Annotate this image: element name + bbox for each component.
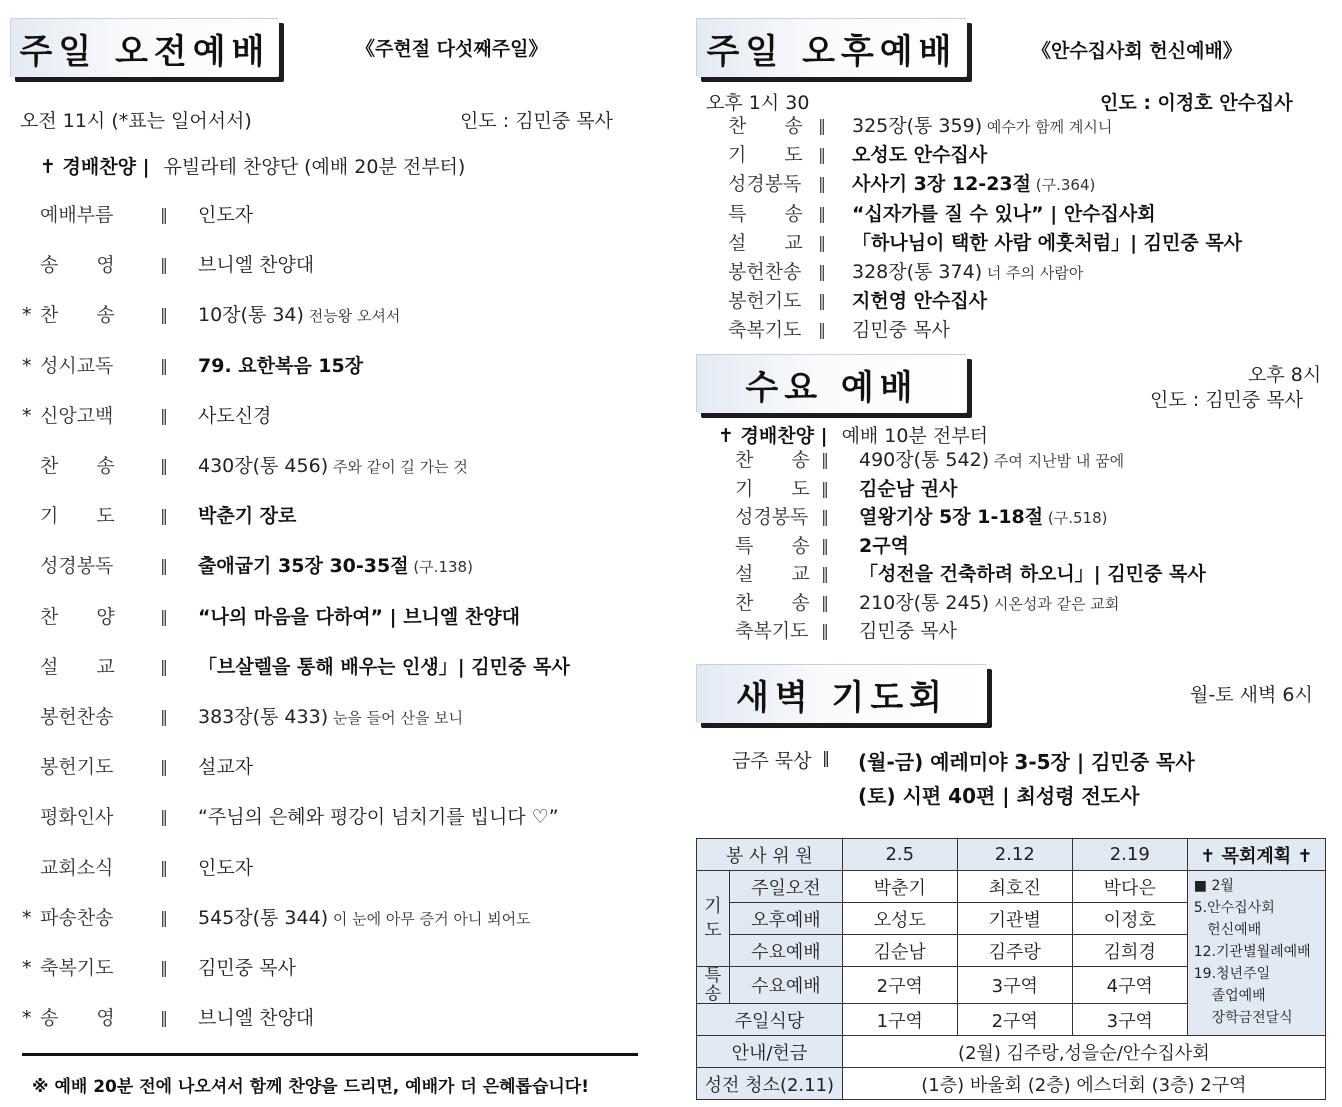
value-text: 브니엘 찬양대 bbox=[198, 1007, 315, 1030]
row-cell: 최호진 bbox=[957, 871, 1072, 903]
order-item-value bbox=[859, 531, 909, 561]
row-cell: 김희경 bbox=[1072, 935, 1187, 967]
order-item-label: 찬 송 bbox=[728, 115, 803, 137]
separator: ‖ bbox=[160, 1008, 168, 1028]
row-cell: 1구역 bbox=[842, 1004, 957, 1036]
dawn-line-2: (토) 시편 40편 | 최성령 전도사 bbox=[858, 784, 1140, 808]
row-cell: 4구역 bbox=[1072, 967, 1187, 1004]
order-item-value bbox=[198, 250, 314, 280]
order-item-label: 기 도 bbox=[735, 477, 810, 500]
separator: ‖ bbox=[160, 606, 168, 626]
value-bold-text: 지헌영 안수집사 bbox=[852, 290, 988, 313]
value-text: 545장(통 344) bbox=[198, 906, 329, 929]
wednesday-title: 수요 예배 bbox=[745, 367, 919, 408]
order-item-value bbox=[859, 502, 1108, 533]
separator: ‖ bbox=[821, 621, 829, 640]
value-bold-text: “나의 마음을 다하여” | 브니엘 찬양대 bbox=[198, 605, 520, 628]
dawn-title: 새벽 기도회 bbox=[735, 677, 949, 718]
separator: ‖ bbox=[818, 116, 826, 135]
order-item-label: 봉헌기도 bbox=[40, 756, 114, 779]
value-bold-text: “십자가를 질 수 있나” | 안수집사회 bbox=[852, 202, 1156, 225]
value-bold-text: 사사기 3장 12-23절 bbox=[852, 173, 1031, 196]
value-note: 이 눈에 아무 증거 아니 뵈어도 bbox=[328, 909, 531, 928]
order-item-label: 봉헌기도 bbox=[728, 290, 802, 313]
value-bold-text: 출애굽기 35장 30-35절 bbox=[198, 555, 409, 578]
clean-value: (1층) 바울회 (2층) 에스더회 (3층) 2구역 bbox=[842, 1068, 1325, 1100]
value-note: (구.138) bbox=[408, 558, 473, 577]
row-label: 오후예배 bbox=[730, 903, 843, 935]
order-item-label: 설 교 bbox=[728, 231, 803, 254]
order-item-label: 교회소식 bbox=[40, 856, 114, 879]
order-item-value bbox=[852, 228, 1242, 258]
morning-prelude-value: 유빌라테 찬양단 (예배 20분 전부터) bbox=[163, 156, 466, 178]
separator: ‖ bbox=[821, 592, 829, 612]
order-item-value bbox=[859, 559, 1206, 589]
wednesday-title-box bbox=[696, 354, 967, 413]
order-item-value bbox=[198, 551, 473, 582]
value-note: 시온성과 같은 교회 bbox=[989, 594, 1120, 613]
separator: ‖ bbox=[821, 450, 829, 469]
value-note: 주와 같이 길 가는 것 bbox=[328, 458, 468, 476]
order-item-value bbox=[859, 474, 957, 504]
value-note: (구.518) bbox=[1043, 509, 1108, 527]
guide-value: (2월) 김주랑,성을순/안수집사회 bbox=[842, 1036, 1325, 1068]
afternoon-title: 주일 오후예배 bbox=[706, 31, 958, 72]
row-label: 수요예배 bbox=[730, 935, 843, 967]
order-item-value bbox=[198, 652, 570, 682]
order-item-label: 찬 송 bbox=[735, 449, 810, 471]
order-item-label: 예배부름 bbox=[40, 204, 114, 226]
plan-line: 장학금전달식 bbox=[1193, 1010, 1293, 1026]
value-text: 인도자 bbox=[198, 856, 254, 879]
wednesday-prelude bbox=[718, 421, 988, 448]
morning-title: 주일 오전예배 bbox=[19, 31, 271, 72]
separator: ‖ bbox=[160, 556, 168, 576]
pastoral-plan bbox=[1187, 871, 1325, 1036]
dawn-meditation-label: 금주 묵상 bbox=[732, 750, 812, 772]
order-item-value bbox=[859, 445, 1124, 476]
dawn-sep: ‖ bbox=[822, 748, 830, 767]
order-item-value bbox=[852, 111, 1112, 142]
row-cell: 이정호 bbox=[1072, 903, 1187, 935]
stand-marker: * bbox=[22, 354, 32, 377]
separator: ‖ bbox=[821, 478, 829, 498]
morning-footer-note: ※ 예배 20분 전에 나오셔서 함께 찬양을 드리면, 예배가 더 은혜롭습니다! bbox=[32, 1077, 589, 1097]
row-cell: 2구역 bbox=[842, 967, 957, 1004]
wednesday-time: 오후 8시 bbox=[1248, 364, 1322, 386]
separator: ‖ bbox=[160, 205, 168, 224]
order-item-label: 기 도 bbox=[728, 144, 803, 167]
value-bold-text: 2구역 bbox=[859, 534, 909, 557]
order-item-label: 신앙고백 bbox=[40, 404, 114, 427]
morning-prelude-label: ✝ 경배찬양 | bbox=[40, 156, 150, 178]
order-item-label: 축복기도 bbox=[735, 620, 809, 642]
order-item-value bbox=[198, 451, 468, 482]
plan-header: ✝ 목회계획 ✝ bbox=[1187, 839, 1325, 871]
order-item-value bbox=[198, 903, 531, 934]
value-text: 인도자 bbox=[198, 204, 254, 226]
value-note: (구.364) bbox=[1031, 176, 1096, 195]
stand-marker: * bbox=[22, 404, 32, 427]
order-item-value bbox=[198, 953, 296, 983]
separator: ‖ bbox=[818, 145, 826, 165]
dawn-time: 월-토 새벽 6시 bbox=[1190, 684, 1313, 706]
value-bold-text: 박춘기 장로 bbox=[198, 505, 297, 528]
plan-line: 졸업예배 bbox=[1193, 988, 1266, 1004]
afternoon-leader: 인도 : 이정호 안수집사 bbox=[1100, 92, 1293, 114]
order-item-value bbox=[852, 199, 1156, 229]
separator: ‖ bbox=[821, 507, 829, 526]
order-item-label: 평화인사 bbox=[40, 806, 114, 829]
row-label: 주일오전 bbox=[730, 871, 843, 903]
order-item-value bbox=[198, 200, 253, 230]
order-item-value bbox=[198, 702, 463, 733]
order-item-label: 봉헌찬송 bbox=[40, 706, 114, 728]
order-item-value bbox=[852, 140, 987, 170]
value-text: 430장(통 456) bbox=[198, 455, 329, 477]
plan-line: 12.기관별월례예배 bbox=[1193, 944, 1311, 960]
row-cell: 기관별 bbox=[957, 903, 1072, 935]
separator: ‖ bbox=[160, 405, 168, 425]
order-item-label: 축복기도 bbox=[728, 319, 802, 342]
separator: ‖ bbox=[160, 456, 168, 475]
dawn-line-1: (월-금) 예레미야 3-5장 | 김민중 목사 bbox=[858, 750, 1195, 774]
plan-line: 19.청년주일 bbox=[1193, 966, 1271, 982]
value-text: 490장(통 542) bbox=[859, 449, 990, 471]
value-bold-text: 「브살렐을 통해 배우는 인생」| 김민중 목사 bbox=[198, 655, 570, 678]
roster-header-title: 봉 사 위 원 bbox=[697, 839, 843, 871]
row-cell: 오성도 bbox=[842, 903, 957, 935]
row-cell: 김주랑 bbox=[957, 935, 1072, 967]
order-item-label: 찬 양 bbox=[40, 605, 115, 628]
morning-title-box bbox=[10, 18, 279, 77]
row-cell: 김순남 bbox=[842, 935, 957, 967]
order-item-value bbox=[198, 602, 520, 632]
separator: ‖ bbox=[160, 907, 168, 927]
order-item-label: 성경봉독 bbox=[728, 173, 802, 196]
value-text: 김민중 목사 bbox=[859, 620, 957, 642]
value-note: 너 주의 사람아 bbox=[982, 264, 1084, 282]
service-roster-table bbox=[696, 838, 1326, 1100]
order-item-value bbox=[859, 588, 1119, 619]
clean-label: 성전 청소(2.11) bbox=[697, 1068, 843, 1100]
afternoon-title-box bbox=[696, 18, 967, 77]
order-item-value bbox=[198, 351, 363, 381]
value-note: 전능왕 오셔서 bbox=[303, 307, 401, 326]
value-text: 328장(통 374) bbox=[852, 261, 983, 283]
order-item-value bbox=[198, 401, 271, 431]
order-item-value bbox=[852, 257, 1083, 288]
value-bold-text: 오성도 안수집사 bbox=[852, 144, 988, 167]
value-bold-text: 79. 요한복음 15장 bbox=[198, 354, 364, 377]
morning-prelude bbox=[40, 152, 465, 179]
order-item-value bbox=[852, 286, 987, 316]
separator: ‖ bbox=[160, 355, 168, 375]
order-item-label: 송 영 bbox=[40, 254, 115, 277]
group-prayer-label: 기 도 bbox=[697, 871, 730, 967]
value-note: 주여 지난밤 내 꿈에 bbox=[989, 452, 1125, 470]
value-text: 210장(통 245) bbox=[859, 591, 990, 614]
order-item-value bbox=[859, 616, 957, 646]
order-item-label: 설 교 bbox=[40, 655, 115, 678]
order-item-value bbox=[198, 501, 296, 531]
value-text: “주님의 은혜와 평강이 넘치기를 빕니다 ♡” bbox=[198, 806, 559, 829]
separator: ‖ bbox=[818, 262, 826, 281]
order-item-label: 송 영 bbox=[40, 1007, 115, 1030]
order-item-label: 축복기도 bbox=[40, 957, 114, 979]
roster-date-2: 2.12 bbox=[957, 839, 1072, 871]
order-item-value bbox=[198, 300, 400, 331]
separator: ‖ bbox=[818, 320, 826, 340]
row-cell: 2구역 bbox=[957, 1004, 1072, 1036]
plan-line: ■ 2월 bbox=[1193, 878, 1234, 894]
afternoon-subtitle: 《안수집사회 헌신예배》 bbox=[1032, 40, 1242, 62]
morning-subtitle: 《주현절 다섯째주일》 bbox=[356, 38, 548, 60]
order-item-value bbox=[852, 315, 950, 345]
value-text: 설교자 bbox=[198, 756, 254, 779]
order-item-label: 성시교독 bbox=[40, 354, 114, 377]
afternoon-time: 오후 1시 30 bbox=[706, 92, 810, 114]
order-item-label: 특 송 bbox=[728, 202, 803, 225]
separator: ‖ bbox=[160, 506, 168, 526]
row-cell: 3구역 bbox=[957, 967, 1072, 1004]
separator: ‖ bbox=[160, 255, 168, 275]
wednesday-prelude-value: 예배 10분 전부터 bbox=[841, 425, 988, 447]
separator: ‖ bbox=[821, 564, 829, 583]
roster-date-3: 2.19 bbox=[1072, 839, 1187, 871]
order-item-label: 찬 송 bbox=[735, 591, 810, 614]
order-item-value bbox=[852, 169, 1095, 200]
separator: ‖ bbox=[818, 203, 826, 223]
value-bold-text: 「성전을 건축하려 하오니」| 김민중 목사 bbox=[859, 563, 1206, 585]
separator: ‖ bbox=[818, 174, 826, 194]
order-item-value bbox=[198, 752, 253, 782]
plan-line: 5.안수집사회 bbox=[1193, 900, 1275, 916]
value-text: 사도신경 bbox=[198, 404, 272, 427]
separator: ‖ bbox=[160, 958, 168, 977]
row-cell: 박다은 bbox=[1072, 871, 1187, 903]
stand-marker: * bbox=[22, 304, 32, 327]
wednesday-leader: 인도 : 김민중 목사 bbox=[1150, 389, 1303, 411]
order-item-label: 성경봉독 bbox=[40, 555, 114, 578]
separator: ‖ bbox=[818, 291, 826, 311]
value-text: 브니엘 찬양대 bbox=[198, 254, 315, 277]
value-text: 325장(통 359) bbox=[852, 115, 983, 137]
value-bold-text: 김순남 권사 bbox=[859, 477, 958, 500]
value-text: 383장(통 433) bbox=[198, 706, 329, 728]
value-note: 눈을 들어 산을 보니 bbox=[328, 709, 464, 727]
order-item-label: 찬 송 bbox=[40, 455, 115, 477]
value-text: 10장(통 34) bbox=[198, 304, 304, 327]
row-cell: 박춘기 bbox=[842, 871, 957, 903]
stand-marker: * bbox=[22, 1007, 32, 1030]
separator: ‖ bbox=[818, 232, 826, 252]
dawn-title-box bbox=[696, 664, 987, 723]
plan-line: 헌신예배 bbox=[1193, 922, 1262, 938]
separator: ‖ bbox=[821, 535, 829, 555]
morning-divider bbox=[22, 1053, 638, 1056]
order-item-label: 봉헌찬송 bbox=[728, 261, 802, 283]
value-note: 예수가 함께 계시니 bbox=[982, 118, 1113, 136]
morning-time: 오전 11시 (*표는 일어서서) bbox=[20, 110, 252, 132]
order-item-value bbox=[198, 853, 253, 883]
separator: ‖ bbox=[160, 305, 168, 325]
row-label: 주일식당 bbox=[697, 1004, 843, 1036]
order-item-label: 찬 송 bbox=[40, 304, 115, 327]
row-label: 수요예배 bbox=[730, 967, 843, 1004]
value-bold-text: 열왕기상 5장 1-18절 bbox=[859, 506, 1044, 528]
order-item-label: 성경봉독 bbox=[735, 506, 809, 528]
row-cell: 3구역 bbox=[1072, 1004, 1187, 1036]
morning-leader: 인도 : 김민중 목사 bbox=[460, 110, 613, 132]
order-item-label: 설 교 bbox=[735, 563, 810, 585]
value-text: 김민중 목사 bbox=[198, 957, 296, 979]
value-text: 김민중 목사 bbox=[852, 319, 950, 342]
separator: ‖ bbox=[160, 857, 168, 877]
separator: ‖ bbox=[160, 807, 168, 827]
wednesday-prelude-label: ✝ 경배찬양 | bbox=[718, 425, 828, 447]
stand-marker: * bbox=[22, 906, 32, 929]
separator: ‖ bbox=[160, 707, 168, 726]
order-item-label: 특 송 bbox=[735, 534, 810, 557]
value-bold-text: 「하나님이 택한 사람 에훗처럼」| 김민중 목사 bbox=[852, 231, 1243, 254]
roster-date-1: 2.5 bbox=[842, 839, 957, 871]
order-item-value bbox=[198, 1003, 314, 1033]
stand-marker: * bbox=[22, 957, 32, 979]
separator: ‖ bbox=[160, 656, 168, 676]
guide-label: 안내/헌금 bbox=[697, 1036, 843, 1068]
group-special-label: 특 송 bbox=[697, 967, 730, 1004]
order-item-value bbox=[198, 802, 559, 832]
order-item-label: 파송찬송 bbox=[40, 906, 114, 929]
order-item-label: 기 도 bbox=[40, 505, 115, 528]
separator: ‖ bbox=[160, 757, 168, 777]
